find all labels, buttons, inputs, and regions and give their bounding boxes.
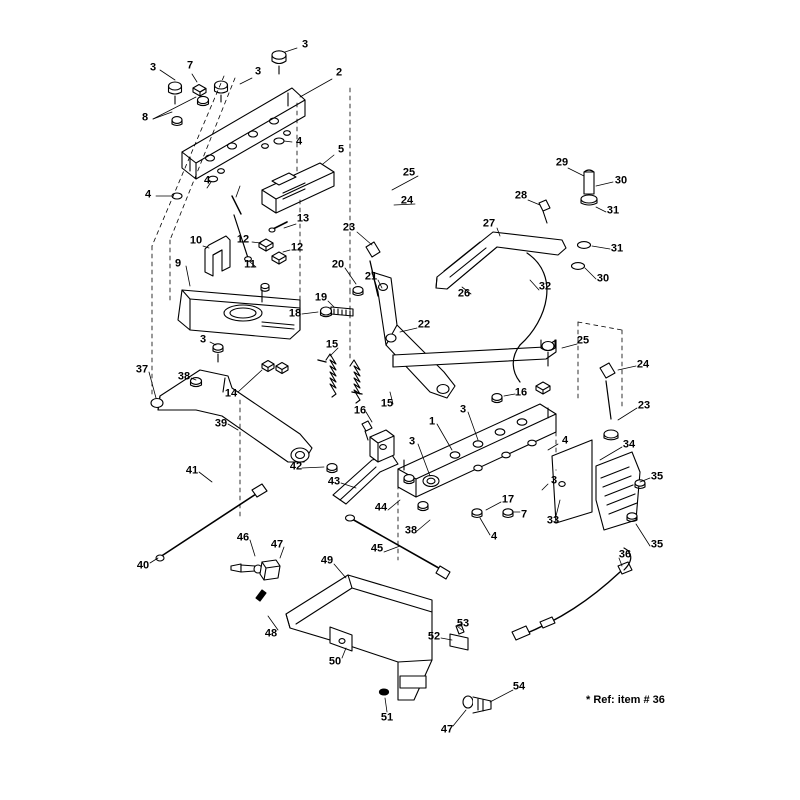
callout-3-c1: 3: [149, 61, 157, 74]
callout-7-c2: 7: [186, 59, 194, 72]
callout-14-c40: 14: [224, 387, 238, 400]
callout-3-c3: 3: [254, 65, 262, 78]
callout-36-c67: 36: [618, 548, 632, 561]
callout-35-c62: 35: [650, 538, 664, 551]
callout-15-c43: 15: [380, 397, 394, 410]
callout-41-c51: 41: [185, 464, 199, 477]
callout-4-c10: 4: [144, 188, 152, 201]
callout-23-c19: 23: [342, 221, 356, 234]
callout-5-c8: 5: [337, 143, 345, 156]
callout-10-c23: 10: [189, 234, 203, 247]
part-plate-5: [262, 163, 334, 213]
callout-16-c41: 16: [514, 386, 528, 399]
callout-31-c16: 31: [606, 204, 620, 217]
callout-12-c22: 12: [290, 241, 304, 254]
part-foot-plate-33-34: [552, 440, 645, 530]
callout-2-c5: 2: [335, 66, 343, 79]
callout-25-c34: 25: [576, 334, 590, 347]
callout-31-c20: 31: [610, 242, 624, 255]
callout-43-c53: 43: [327, 475, 341, 488]
callout-33-c58: 33: [546, 514, 560, 527]
callout-47-c65: 47: [270, 538, 284, 551]
callout-3-c4: 3: [301, 38, 309, 51]
callout-23-c45: 23: [637, 399, 651, 412]
callout-53-c70: 53: [456, 617, 470, 630]
callout-38-c60: 38: [404, 524, 418, 537]
part-rod-41: [156, 484, 267, 561]
part-lower-arm-39: [151, 344, 312, 462]
callout-4-c61: 4: [490, 530, 498, 543]
callout-21-c28: 21: [364, 270, 378, 283]
callout-24-c37: 24: [636, 358, 650, 371]
callout-37-c38: 37: [135, 363, 149, 376]
callout-20-c27: 20: [331, 258, 345, 271]
callout-4-c7: 4: [295, 135, 303, 148]
callout-35-c54: 35: [650, 470, 664, 483]
callout-1-c47: 1: [428, 415, 436, 428]
callout-52-c71: 52: [427, 630, 441, 643]
part-footrest-49: [286, 575, 491, 713]
callout-3-c55: 3: [550, 474, 558, 487]
callout-7-c57: 7: [520, 508, 528, 521]
callout-49-c66: 49: [320, 554, 334, 567]
callout-48-c69: 48: [264, 627, 278, 640]
callout-39-c46: 39: [214, 417, 228, 430]
callout-3-c48: 3: [408, 435, 416, 448]
callout-19-c31: 19: [314, 291, 328, 304]
part-lower-link-43: [327, 421, 450, 579]
part-springs: [318, 354, 362, 403]
part-frame-9: [178, 283, 300, 339]
part-deck-rail-1: [398, 404, 556, 497]
callout-42-c52: 42: [289, 460, 303, 473]
callout-24-c12: 24: [400, 194, 414, 207]
callout-38-c39: 38: [177, 370, 191, 383]
callout-30-c14: 30: [614, 174, 628, 187]
callout-13-c18: 13: [296, 212, 310, 225]
callout-26-c26: 26: [457, 287, 471, 300]
callout-34-c49: 34: [622, 438, 636, 451]
callout-3-c42: 3: [459, 403, 467, 416]
reference-footnote: * Ref: item # 36: [586, 694, 665, 706]
callout-44-c59: 44: [374, 501, 388, 514]
callout-22-c33: 22: [417, 318, 431, 331]
callout-8-c6: 8: [141, 111, 149, 124]
part-knob-46-48: [231, 560, 280, 601]
part-pedal-arm-26-27: [436, 170, 597, 382]
callout-18-c32: 18: [288, 307, 302, 320]
callout-3-c35: 3: [199, 333, 207, 346]
callout-40-c68: 40: [136, 559, 150, 572]
callout-29-c13: 29: [555, 156, 569, 169]
callout-51-c74: 51: [380, 711, 394, 724]
callout-4-c9: 4: [203, 174, 211, 187]
callout-46-c64: 46: [236, 531, 250, 544]
callout-47-c75: 47: [440, 723, 454, 736]
callout-17-c56: 17: [501, 493, 515, 506]
callout-27-c17: 27: [482, 217, 496, 230]
callout-28-c15: 28: [514, 189, 528, 202]
callout-32-c29: 32: [538, 280, 552, 293]
callout-50-c72: 50: [328, 655, 342, 668]
callout-12-c21: 12: [236, 233, 250, 246]
callout-54-c73: 54: [512, 680, 526, 693]
callout-45-c63: 45: [370, 542, 384, 555]
callout-25-c11: 25: [402, 166, 416, 179]
callout-4-c50: 4: [561, 434, 569, 447]
callout-15-c36: 15: [325, 338, 339, 351]
callout-30-c24: 30: [596, 272, 610, 285]
callout-16-c44: 16: [353, 404, 367, 417]
callout-11-c25: 11: [244, 258, 256, 271]
callout-9-c30: 9: [174, 257, 182, 270]
part-cable-36: [512, 548, 632, 640]
